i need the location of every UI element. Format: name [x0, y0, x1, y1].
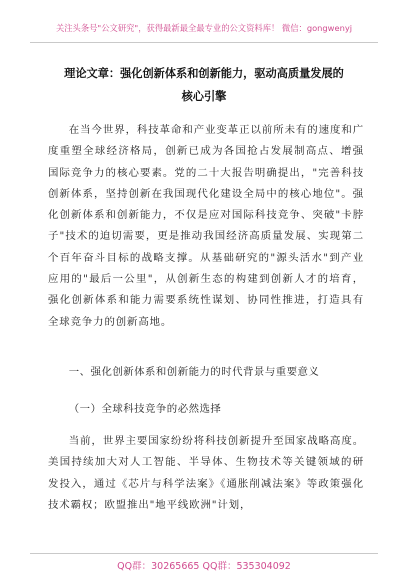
footer-qq-groups: QQ群：30265665 QQ群：535304092 — [117, 561, 291, 572]
intro-paragraph: 在当今世界，科技革命和产业变革正以前所未有的速度和广度重塑全球经济格局，创新已成为各国抢占发展制高点、增强国际竞争力的核心要素。党的二十大报告明确提出，"完善科技创新体系，坚持创新在我国现代化建设全局中的核心地位"。强化创新体系和创新能力，不仅是应对国际科技竞争、突破"卡脖子"技术的迫切需要，更是推动我国经济高质量发展、实现第二个百年奋斗目标的战略支撑。从基础研究的"源头活水"到产业应用的"最后一公里"，从创新生态的构建到创新人才的培育，强化创新体系和能力需要系统性谋划、协同性推进，打造具有全球竞争力的创新高地。 — [48, 124, 364, 328]
page-header — [30, 14, 378, 43]
body-paragraph: 当前，世界主要国家纷纷将科技创新提升至国家战略高度。美国持续加大对人工智能、半导体、生物技术等关键领域的研发投入，通过《芯片与科学法案》《通胀削减法案》等政策强化技术霸权；欧盟推出"地平线欧洲"计划， — [48, 435, 364, 511]
header-notice: 关注头条号"公文研究"，获得最新最全最专业的公文资料库！ 微信：gongwenyj — [55, 23, 353, 33]
page-footer — [30, 553, 378, 574]
document-title — [48, 62, 360, 108]
section-heading: 一、强化创新体系和创新能力的时代背景与重要意义 — [68, 366, 320, 378]
title-line-1: 理论文章：强化创新体系和创新能力，驱动高质量发展的 — [64, 66, 344, 80]
title-line-2: 核心引擎 — [181, 89, 227, 103]
subsection-heading: （一）全球科技竞争的必然选择 — [68, 403, 222, 415]
